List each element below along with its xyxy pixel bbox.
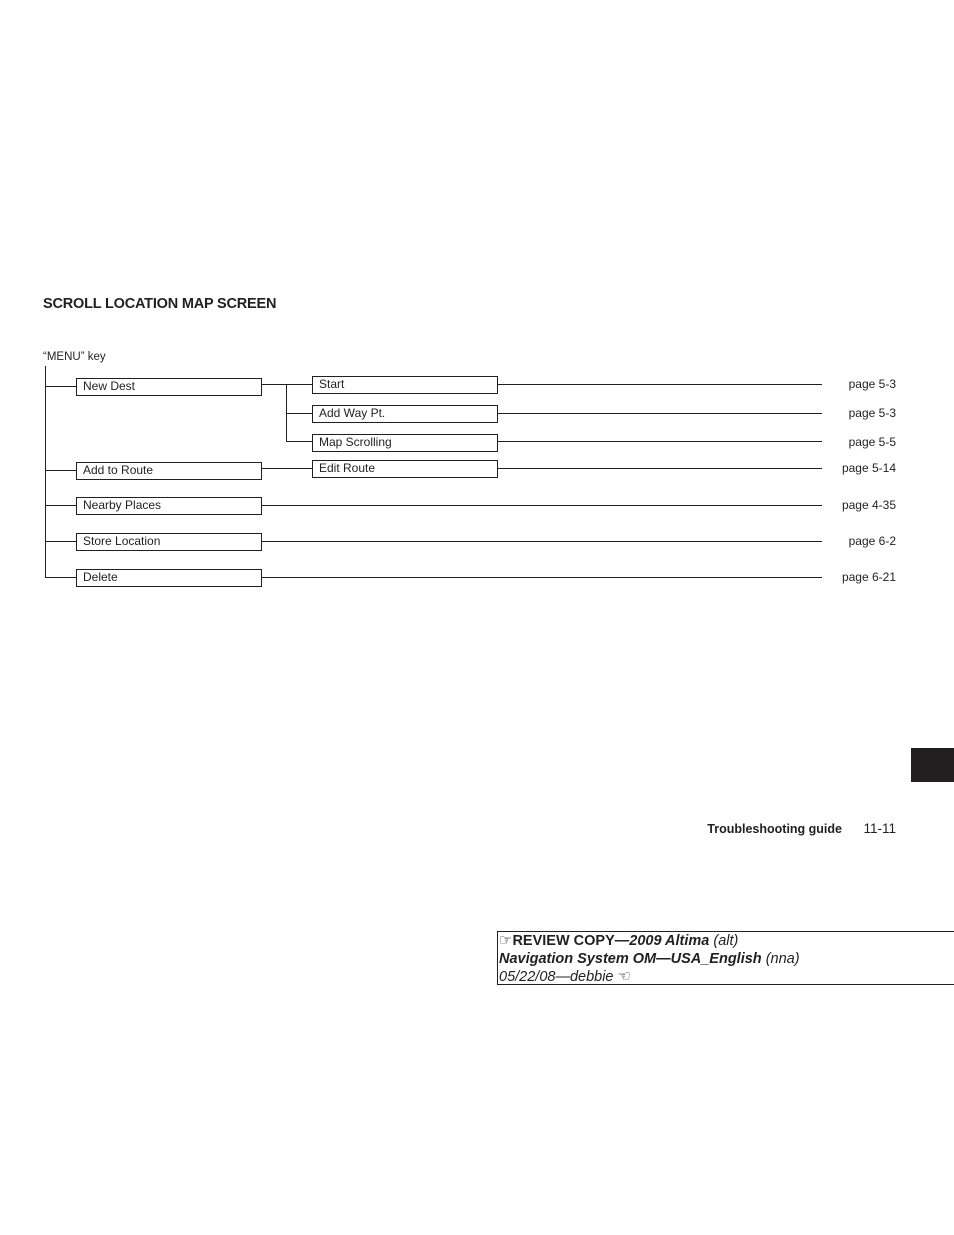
page-ref-map-scrolling: page 5-5 bbox=[848, 435, 896, 449]
leader-edit-route bbox=[497, 468, 822, 469]
page-ref-nearby-places: page 4-35 bbox=[841, 498, 896, 512]
pointing-left-hand-icon: ☜ bbox=[617, 968, 631, 985]
page-ref-add-way-pt: page 5-3 bbox=[848, 406, 896, 420]
leader-start bbox=[497, 384, 822, 385]
connector-delete bbox=[45, 577, 76, 578]
menu-item-add-to-route: Add to Route bbox=[76, 462, 262, 480]
review-date-author: 05/22/08—debbie bbox=[499, 969, 614, 985]
connector-add-way-pt bbox=[286, 413, 312, 414]
connector-map-scrolling bbox=[286, 441, 312, 442]
connector-nearby-places bbox=[45, 505, 76, 506]
submenu-item-add-way-pt: Add Way Pt. bbox=[312, 405, 498, 423]
connector-store-location bbox=[45, 541, 76, 542]
connector-edit-route bbox=[261, 468, 312, 469]
connector-add-to-route bbox=[45, 470, 76, 471]
leader-add-way-pt bbox=[497, 413, 822, 414]
connector-new-dest bbox=[45, 386, 76, 387]
chapter-thumb-tab bbox=[911, 748, 954, 782]
menu-key-label: “MENU” key bbox=[43, 351, 106, 363]
menu-item-store-location: Store Location bbox=[76, 533, 262, 551]
leader-map-scrolling bbox=[497, 441, 822, 442]
page-ref-store-location: page 6-2 bbox=[848, 534, 896, 548]
menu-item-delete: Delete bbox=[76, 569, 262, 587]
footer-section-title: Troubleshooting guide bbox=[707, 822, 842, 836]
review-manual: Navigation System OM—USA_English bbox=[499, 951, 762, 967]
submenu-item-edit-route: Edit Route bbox=[312, 460, 498, 478]
page-ref-start: page 5-3 bbox=[848, 377, 896, 391]
review-model-code: (alt) bbox=[709, 933, 739, 949]
section-heading: SCROLL LOCATION MAP SCREEN bbox=[43, 296, 277, 312]
tree-trunk bbox=[45, 366, 46, 577]
review-model: 2009 Altima bbox=[629, 933, 710, 949]
menu-item-nearby-places: Nearby Places bbox=[76, 497, 262, 515]
leader-nearby-places bbox=[261, 505, 822, 506]
review-manual-code: (nna) bbox=[761, 951, 800, 967]
submenu-item-start: Start bbox=[312, 376, 498, 394]
menu-item-new-dest: New Dest bbox=[76, 378, 262, 396]
leader-delete bbox=[261, 577, 822, 578]
page-ref-delete: page 6-21 bbox=[841, 570, 896, 584]
review-label: REVIEW COPY— bbox=[512, 933, 630, 949]
pointing-right-hand-icon: ☞ bbox=[499, 932, 513, 949]
page-ref-edit-route: page 5-14 bbox=[841, 461, 896, 475]
leader-store-location bbox=[261, 541, 822, 542]
review-copy-stamp bbox=[497, 931, 954, 985]
footer-page-number: 11-11 bbox=[863, 821, 896, 836]
submenu-item-map-scrolling: Map Scrolling bbox=[312, 434, 498, 452]
